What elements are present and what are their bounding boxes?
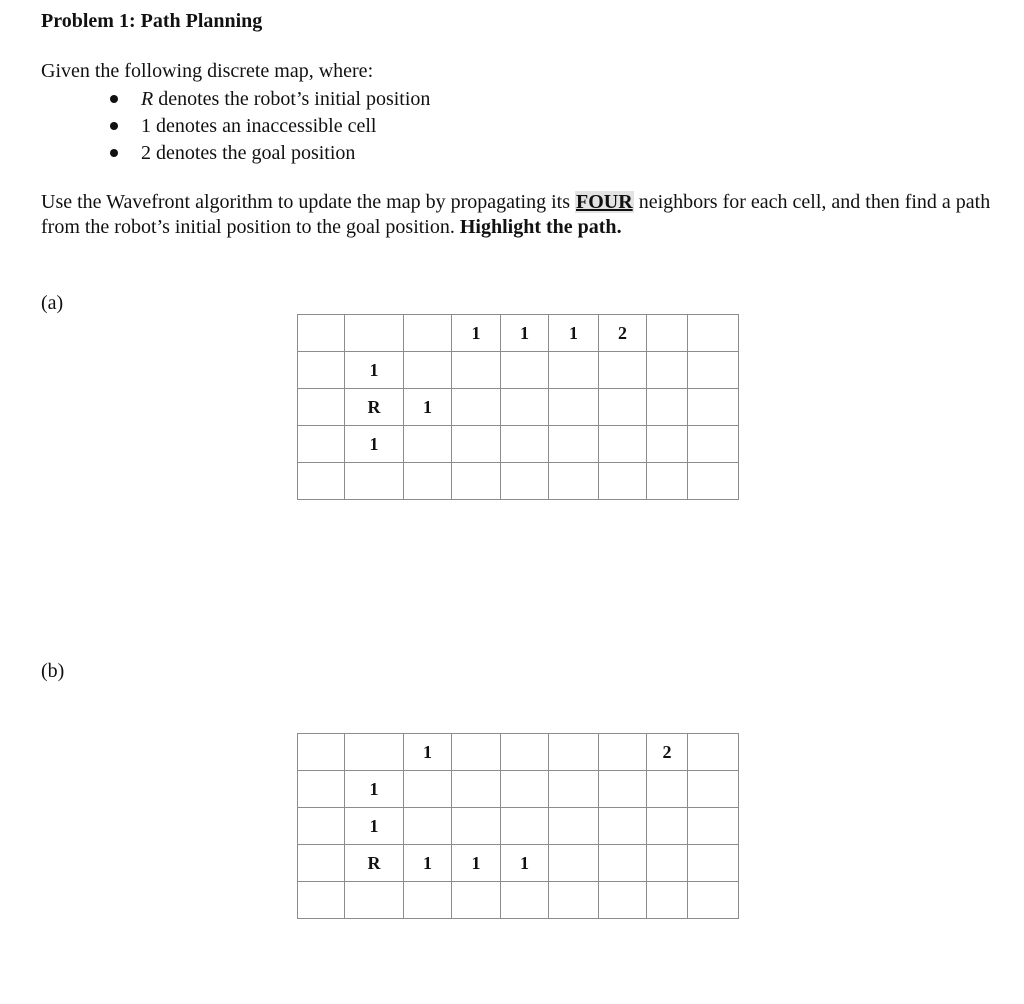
grid-cell [688, 882, 739, 919]
intro-text: Given the following discrete map, where: [41, 60, 374, 82]
grid-cell [452, 389, 501, 426]
grid-row [298, 389, 739, 426]
grid-cell [599, 426, 647, 463]
grid-cell [647, 882, 688, 919]
grid-cell [298, 352, 345, 389]
grid-cell [599, 352, 647, 389]
instructions-bold: Highlight the path [459, 216, 617, 238]
grid-cell [501, 352, 549, 389]
grid-cell [404, 882, 452, 919]
grid-cell [452, 882, 501, 919]
grid-cell [647, 808, 688, 845]
legend-robot-symbol: R [141, 88, 154, 110]
grid-cell: 2 [647, 734, 688, 771]
grid-cell [549, 845, 599, 882]
grid-cell [452, 771, 501, 808]
grid-cell [688, 808, 739, 845]
grid-cell [647, 352, 688, 389]
grid-cell [501, 389, 549, 426]
grid-cell [647, 315, 688, 352]
grid-cell [647, 771, 688, 808]
legend-obstacle [141, 113, 376, 140]
grid-row [298, 808, 739, 845]
map-grid-b [297, 733, 739, 919]
map-grid-a [297, 314, 739, 500]
grid-row [298, 734, 739, 771]
legend-robot [141, 86, 430, 113]
grid-cell [549, 426, 599, 463]
grid-cell [404, 426, 452, 463]
grid-cell [404, 808, 452, 845]
grid-cell [599, 845, 647, 882]
bullet-icon [110, 149, 118, 157]
grid-cell [345, 315, 404, 352]
grid-cell [599, 463, 647, 500]
grid-cell [501, 426, 549, 463]
bullet-icon [110, 95, 118, 103]
bullet-icon [110, 122, 118, 130]
grid-cell [599, 389, 647, 426]
grid-cell [549, 463, 599, 500]
legend-goal-text: 2 denotes the goal position [141, 142, 356, 164]
grid-cell [549, 808, 599, 845]
grid-cell [549, 882, 599, 919]
grid-cell [298, 771, 345, 808]
grid-row [298, 882, 739, 919]
grid-cell [298, 463, 345, 500]
grid-cell: 1 [549, 315, 599, 352]
grid-cell [404, 463, 452, 500]
instructions-paragraph [41, 190, 991, 240]
grid-row [298, 463, 739, 500]
legend-robot-text: denotes the robot’s initial position [153, 88, 431, 110]
grid-cell [298, 734, 345, 771]
grid-cell: 1 [501, 845, 549, 882]
grid-cell: 1 [404, 845, 452, 882]
grid-cell [452, 463, 501, 500]
grid-cell: R [345, 389, 404, 426]
grid-cell [501, 771, 549, 808]
grid-cell [501, 734, 549, 771]
instructions-end: . [616, 216, 622, 238]
grid-cell [452, 426, 501, 463]
grid-cell [647, 426, 688, 463]
grid-cell [599, 808, 647, 845]
grid-cell [688, 315, 739, 352]
grid-cell [452, 352, 501, 389]
grid-row [298, 845, 739, 882]
grid-cell: 1 [345, 352, 404, 389]
grid-cell [688, 352, 739, 389]
grid-row [298, 352, 739, 389]
grid-row [298, 771, 739, 808]
legend-goal [141, 140, 355, 167]
grid-cell [647, 389, 688, 426]
grid-cell [688, 734, 739, 771]
grid-cell [599, 771, 647, 808]
instructions-part1: Use the Wavefront algorithm to update the map by propagating its [41, 191, 576, 213]
legend-obstacle-text: 1 denotes an inaccessible cell [141, 115, 377, 137]
grid-cell [501, 808, 549, 845]
grid-cell [501, 882, 549, 919]
grid-cell [452, 734, 501, 771]
grid-cell: 1 [345, 426, 404, 463]
grid-cell [688, 845, 739, 882]
grid-cell [688, 389, 739, 426]
grid-cell [549, 389, 599, 426]
highlight-four: FOUR [576, 191, 633, 213]
grid-cell [298, 882, 345, 919]
grid-cell [599, 734, 647, 771]
grid-cell [549, 352, 599, 389]
section-label-b: (b) [41, 660, 65, 682]
grid-cell: 1 [404, 389, 452, 426]
grid-cell [688, 463, 739, 500]
section-label-a: (a) [41, 292, 64, 314]
grid-cell [688, 426, 739, 463]
problem-title: Problem 1: Path Planning [41, 10, 263, 32]
grid-cell: 2 [599, 315, 647, 352]
grid-cell [404, 771, 452, 808]
grid-cell: 1 [345, 771, 404, 808]
grid-cell [452, 808, 501, 845]
grid-cell [298, 315, 345, 352]
grid-cell [549, 734, 599, 771]
grid-cell [688, 771, 739, 808]
grid-cell [404, 352, 452, 389]
grid-cell [647, 845, 688, 882]
grid-cell [647, 463, 688, 500]
grid-row [298, 426, 739, 463]
grid-cell [345, 734, 404, 771]
grid-cell: 1 [345, 808, 404, 845]
grid-cell: 1 [452, 315, 501, 352]
grid-cell: 1 [452, 845, 501, 882]
grid-cell [345, 463, 404, 500]
grid-cell [599, 882, 647, 919]
grid-cell [298, 808, 345, 845]
grid-cell [298, 845, 345, 882]
grid-cell: 1 [501, 315, 549, 352]
grid-cell [298, 426, 345, 463]
grid-row [298, 315, 739, 352]
grid-cell [549, 771, 599, 808]
instructions-part2: neighbors for each cell, and then find a path from the robot’s initial position to the goal position. [41, 191, 991, 238]
grid-cell [298, 389, 345, 426]
grid-cell: R [345, 845, 404, 882]
grid-cell [404, 315, 452, 352]
grid-cell: 1 [404, 734, 452, 771]
grid-cell [345, 882, 404, 919]
grid-cell [501, 463, 549, 500]
